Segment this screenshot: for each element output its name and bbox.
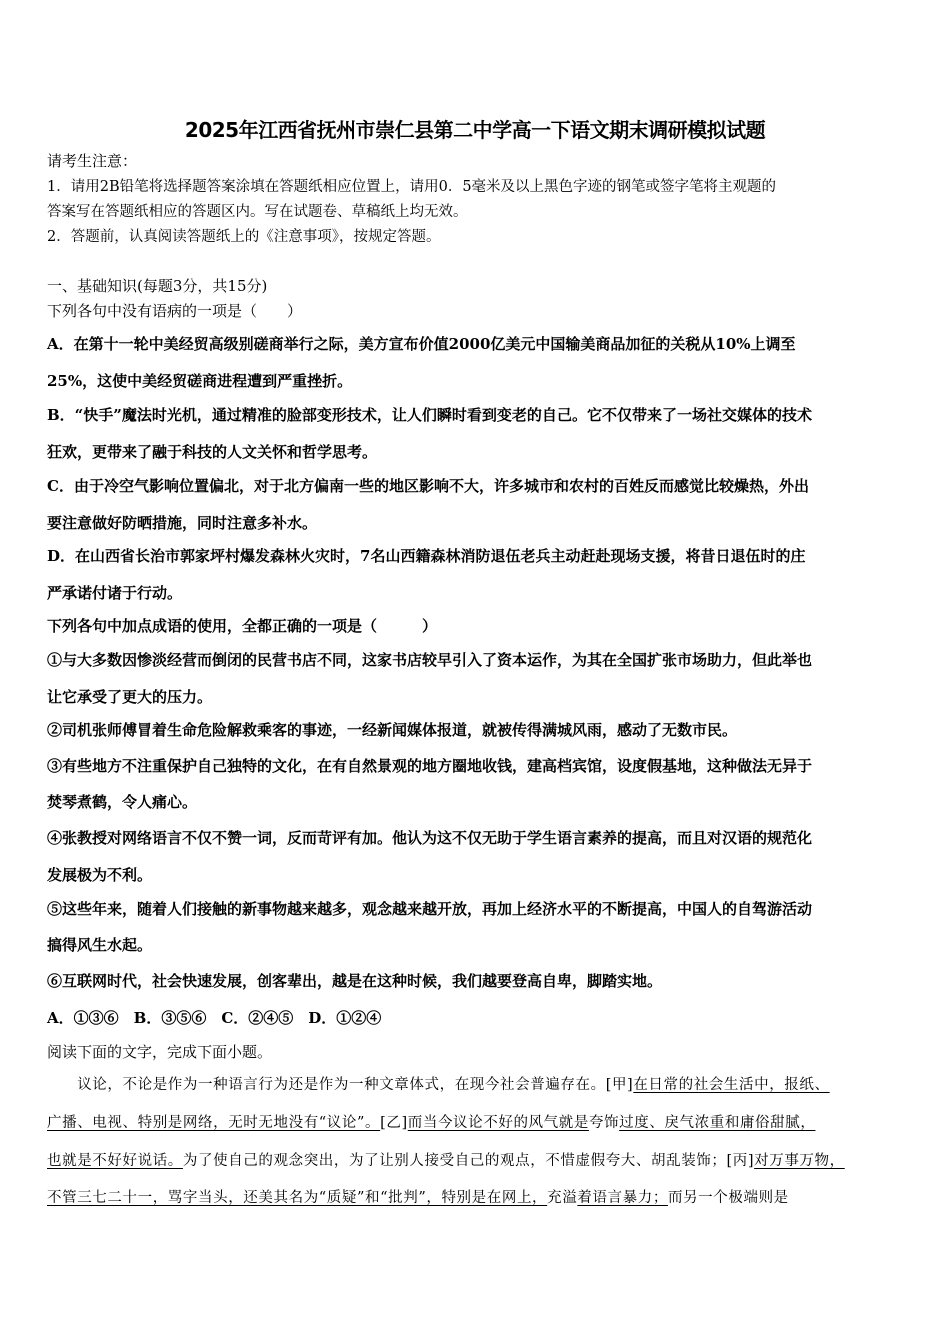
marker-yi: [乙] <box>380 1115 408 1131</box>
underlined-segment-bing-end: 着语言暴力； <box>577 1190 668 1206</box>
q2-sentence-1-line-1: ①与大多数因惨淡经营而倒闭的民营书店不同，这家书店较早引入了资本运作，为其在全国扩张市场助力，但此举也 <box>47 651 813 669</box>
q2-sentence-5-line-2: 搞得风生水起。 <box>47 936 153 954</box>
question-2-stem: 下列各句中加点成语的使用，全都正确的一项是（ ） <box>47 617 438 635</box>
underlined-segment-yi-cont: 过度、戾气浓重和庸俗甜腻， <box>619 1115 816 1131</box>
passage-line-3 <box>47 1151 845 1171</box>
notice-item-1-line-1: 1．请用2B铅笔将选择题答案涂填在答题纸相应位置上，请用0．5毫米及以上黑色字迹的钢笔或签字笔将主观题的 <box>47 179 777 195</box>
notice-item-1-line-2: 答案写在答题纸相应的答题区内。写在试题卷、草稿纸上均无效。 <box>47 204 468 220</box>
passage-text: 而另一个极端则是 <box>667 1190 789 1206</box>
section-heading: 一、基础知识(每题3分，共15分) <box>47 277 268 295</box>
q1-option-d-line-1: D．在山西省长治市郭家坪村爆发森林火灾时，7名山西籍森林消防退伍老兵主动赶赴现场支援，将昔日退伍时的庄 <box>47 547 806 565</box>
q2-sentence-4-line-1: ④张教授对网络语言不仅不赞一词，反而苛评有加。他认为这不仅无助于学生语言素养的提高，而且对汉语的规范化 <box>47 829 813 847</box>
q1-option-b-line-2: 狂欢，更带来了融于科技的人文关怀和哲学思考。 <box>47 443 378 461</box>
q1-option-c-line-1: C．由于冷空气影响位置偏北，对于北方偏南一些的地区影响不大，许多城市和农村的百姓反而感觉比较燥热，外出 <box>47 477 809 495</box>
q2-sentence-4-line-2: 发展极为不利。 <box>47 866 153 884</box>
passage-line-2 <box>47 1113 815 1133</box>
underlined-segment-jia: 在日常的社会生活中，报纸、 <box>633 1077 830 1093</box>
notice-item-2: 2．答题前，认真阅读答题纸上的《注意事项》，按规定答题。 <box>47 229 441 245</box>
underlined-segment-yi-end: 也就是不好好说话。 <box>47 1153 183 1169</box>
q2-sentence-3-line-2: 焚琴煮鹤，令人痛心。 <box>47 793 198 811</box>
passage-line-4 <box>47 1188 789 1208</box>
q2-sentence-2: ②司机张师傅冒着生命危险解救乘客的事迹，一经新闻媒体报道，就被传得满城风雨，感动了无数市民。 <box>47 721 738 739</box>
plain-segment: 充溢 <box>547 1190 578 1206</box>
passage-line-1 <box>47 1075 830 1095</box>
underlined-segment-yi: 而当今议论不好的风气就是 <box>407 1115 589 1131</box>
underlined-segment-bing-cont: 不管三七二十一，骂字当头，还美其名为“质疑”和“批判”，特别是在网上， <box>47 1190 548 1206</box>
passage-text: 为了使自己的观念突出，为了让别人接受自己的观点，不惜虚假夸大、胡乱装饰；[丙] <box>182 1153 755 1169</box>
question-1-stem: 下列各句中没有语病的一项是（ ） <box>47 302 303 320</box>
plain-segment: 夸饰 <box>588 1115 620 1131</box>
underlined-segment-jia-cont: 广播、电视、特别是网络，无时无地没有“议论”。 <box>47 1115 381 1131</box>
q1-option-a-line-1: A．在第十一轮中美经贸高级别磋商举行之际，美方宣布价值2000亿美元中国输美商品加征的关税从10%上调至 <box>47 335 796 353</box>
q2-options: A．①③⑥ B．③⑤⑥ C．②④⑤ D．①②④ <box>47 1009 382 1027</box>
q1-option-b-line-1: B．“快手”魔法时光机，通过精准的脸部变形技术，让人们瞬时看到变老的自己。它不仅带来了一场社交媒体的技术 <box>47 406 812 424</box>
passage-text: 议论，不论是作为一种语言行为还是作为一种文章体式，在现今社会普遍存在。[甲] <box>47 1077 634 1093</box>
notice-heading: 请考生注意： <box>47 152 138 170</box>
q1-option-d-line-2: 严承诺付诸于行动。 <box>47 584 183 602</box>
q2-sentence-3-line-1: ③有些地方不注重保护自己独特的文化，在有自然景观的地方圈地收钱，建高档宾馆，设度假基地，这种做法无异于 <box>47 757 813 775</box>
q2-sentence-1-line-2: 让它承受了更大的压力。 <box>47 688 213 706</box>
q1-option-c-line-2: 要注意做好防晒措施，同时注意多补水。 <box>47 514 318 532</box>
underlined-segment-bing: 对万事万物， <box>754 1153 845 1169</box>
q2-sentence-5-line-1: ⑤这些年来，随着人们接触的新事物越来越多，观念越来越开放，再加上经济水平的不断提高，中国人的自驾游活动 <box>47 900 813 918</box>
q1-option-a-line-2: 25%，这使中美经贸磋商进程遭到严重挫折。 <box>47 372 353 390</box>
page-title: 2025年江西省抚州市崇仁县第二中学高一下语文期末调研模拟试题 <box>184 118 766 142</box>
q2-sentence-6: ⑥互联网时代，社会快速发展，创客辈出，越是在这种时候，我们越要登高自卑，脚踏实地。 <box>47 972 663 990</box>
reading-instruction: 阅读下面的文字，完成下面小题。 <box>47 1043 273 1061</box>
